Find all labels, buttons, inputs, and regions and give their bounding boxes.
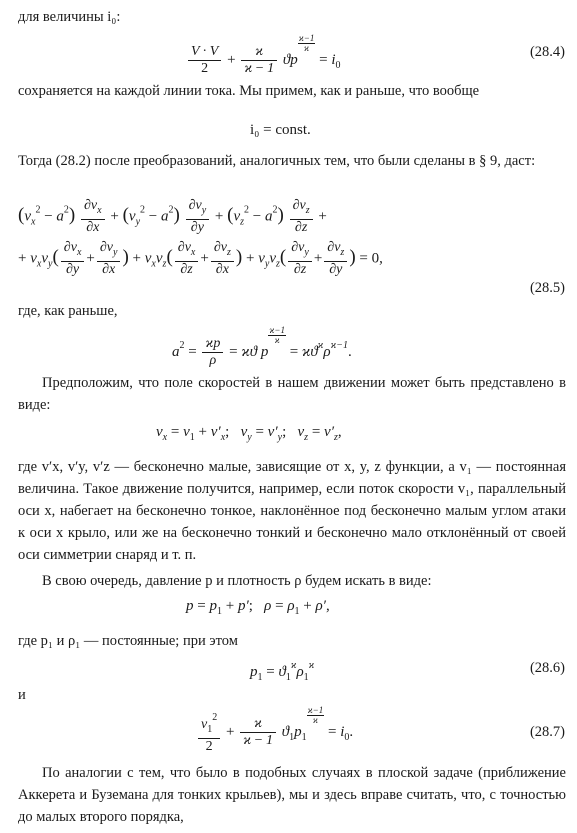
paragraph: где p₁ и ρ₁ — постоянные; при этом (18, 633, 238, 649)
equation-28-5-line2: + $v_xv_y$( $\frac{\partial v_x}{\partial y}$ + $\frac{\partial v_y}{\partial x}$ ) + $v_xv_z$( $\frac{\partial v_x}{\partial z}$ + $\frac{\partial v_z}{\partial x}$ ) + $v_yv_z$( $\frac{\partial v_y}{\partial z}$ + $\frac{\partial v_z}{\partial y}$ ) = 0, (18, 240, 383, 277)
equation-i0-const: i₀ = const. (250, 122, 311, 138)
paragraph: сохраняется на каждой линии тока. Мы примем, как и раньше, что вообще (18, 83, 480, 99)
equation-28-6: $p_1 = ϑ_1^ϰ\rho_1^ϰ$ (250, 660, 315, 683)
paragraph: где, как раньше, (18, 303, 118, 319)
paragraph: Предположим, что поле скоростей в нашем движении может быть представлено в виде: (18, 375, 566, 413)
intro-text: для величины i₀: (18, 9, 121, 25)
equation-28-5-line1: $(v_x^2 - a^2)$ $\frac{\partial v_x}{\partial x}$ + $(v_y^2 - a^2)$ $\frac{\partial v_y}{\partial y}$ + $(v_z^2 - a^2)$ $\frac{\partial v_z}{\partial z}$ + (18, 198, 327, 235)
paragraph: где v′x, v′y, v′z — бесконечно малые, зависящие от x, y, z функции, а v₁ — постоянная величина. Такое движение получится, например, если поток скорости v₁, параллельный оси x, набегает на бесконечно тонкое, наклонённое под бесконечно малым углом атаки к оси x крыло, или же на бесконечно тонкий и бесконечно мало отклонённый от своей оси симметрии снаряд и т. п. (18, 459, 566, 563)
equation-pressure-density: $p = p_1 + p'$; $\rho = \rho_1 + \rho'$, (186, 598, 330, 617)
equation-number: (28.5) (529, 280, 565, 296)
equation-number: (28.4) (529, 44, 565, 60)
equation-28-7: $\frac{v_1^2}{2}$ + $\frac{ϰ}{ϰ - 1}$ $ϑ_1p_1$ $\frac{ϰ-1}{ϰ}$ = $i_0$. (196, 706, 353, 755)
equation-velocity-field: $v_x = v_1 + v'_x$; $v_y = v'_y$; $v_z = v'_z$, (156, 424, 342, 443)
equation-28-4: $\frac{V \cdot V}{2}$ + $\frac{ϰ}{ϰ - 1}$ ϑp $\frac{ϰ-1}{ϰ}$ = $i_0$ (186, 34, 341, 77)
paragraph: По аналогии с тем, что было в подобных случаях в плоской задаче (приближение Аккерета и Буземана для тонких крыльев), мы и здесь вправе считать, что, с точностью до малых второго порядка, (18, 765, 566, 825)
paragraph: и (18, 687, 26, 703)
paragraph: Тогда (28.2) после преобразований, аналогичных тем, что были сделаны в § 9, даст: (18, 153, 536, 169)
equation-number: (28.7) (529, 724, 565, 740)
equation-number: (28.6) (529, 660, 565, 676)
paragraph: В свою очередь, давление p и плотность ρ будем искать в виде: (42, 573, 432, 589)
intro-line (18, 6, 566, 28)
equation-sound-speed: $a^2$ = $\frac{ϰp}{\rho}$ = ϰϑ p $\frac{ϰ-1}{ϰ}$ = $ϰϑ^ϰ\rho^{ϰ-1}$. (172, 325, 352, 369)
